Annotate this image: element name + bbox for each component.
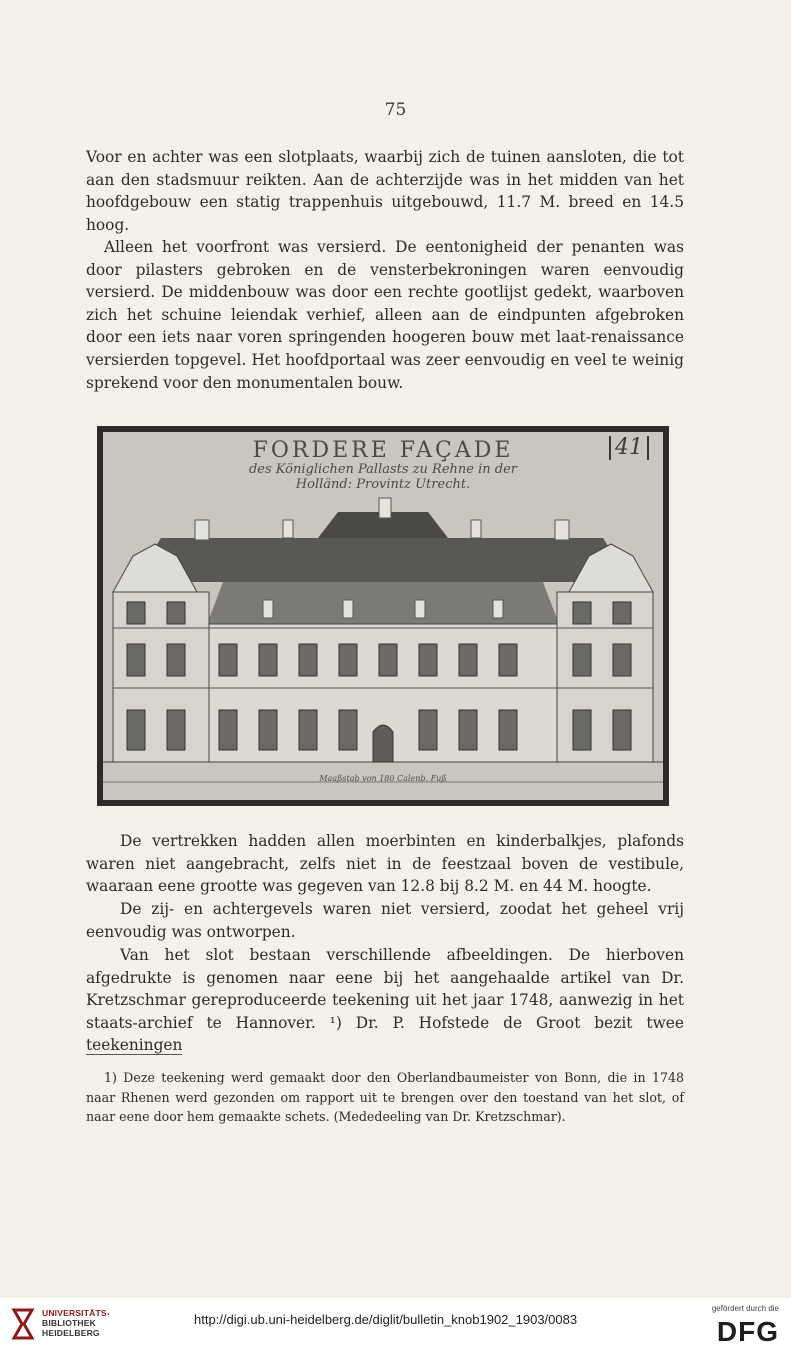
paragraph: Van het slot bestaan verschillende afbeeldingen. De hierboven afgedrukte is genomen naar eene bij het aangehaalde artikel van Dr. Kretzschmar gereproduceerde teekening uit het jaar 1748, aanwezig in het staats-archief te Hannover. ¹) Dr. P. Hofstede de Groot bezit twee teekeningen xyxy=(86,946,684,1055)
plate-number: 41 xyxy=(609,436,649,460)
university-library-logo-icon xyxy=(10,1306,36,1342)
paragraph: De zij- en achtergevels waren niet versierd, zoodat het geheel vrij eenvoudig was ontworpen. xyxy=(86,900,684,941)
footer-bar xyxy=(0,1298,791,1354)
library-name xyxy=(42,1308,110,1338)
library-name-line: HEIDELBERG xyxy=(42,1328,100,1338)
footnote-divider xyxy=(86,1054,182,1055)
footnote: 1) Deze teekening werd gemaakt door den Oberlandbaumeister von Bonn, die in 1748 naar Rhenen werd gezonden om rapport uit te brengen over den toestand van het slot, of naar eene door hem gemaakte schets. (Mededeeling van Dr. Kretzschmar). xyxy=(86,1070,684,1125)
facade-drawing xyxy=(103,432,663,800)
permalink[interactable]: http://digi.ub.uni-heidelberg.de/diglit/bulletin_knob1902_1903/0083 xyxy=(194,1312,578,1327)
library-name-line: UNIVERSITÄTS- xyxy=(42,1308,110,1318)
paragraph: Voor en achter was een slotplaats, waarbij zich de tuinen aansloten, die tot aan den stadsmuur reikten. Aan de achterzijde was in het midden van het hoofdgebouw een statig trappenhuis uitgebouwd, 11.7 M. breed en 14.5 hoog. xyxy=(86,148,684,234)
paragraph: De vertrekken hadden allen moerbinten en kinderbalkjes, plafonds waren niet aangebracht, zelfs niet in de feestzaal boven de vestibule, waaraan eene grootte was gegeven van 12.8 bij 8.2 M. en 44 M. hoogte. xyxy=(86,832,684,896)
sponsor-caption: gefördert durch die xyxy=(711,1304,779,1313)
library-name-line: BIBLIOTHEK xyxy=(42,1318,96,1328)
paragraph: Alleen het voorfront was versierd. De eentonigheid der penanten was door pilasters gebroken en de vensterbekroningen waren eenvoudig versierd. De middenbouw was door een rechte gootlijst gedekt, waarboven zich het schuine leiendak verhief, alleen aan de eindpunten afgebroken door een iets naar voren springenden hoogeren bouw met laat-renaissance versierden topgevel. Het hoofdportaal was zeer eenvoudig en veel te weinig sprekend voor den monumentalen bouw. xyxy=(86,238,684,392)
figure-subtitle: Holländ: Provintz Utrecht. xyxy=(295,477,471,492)
figure-title: FORDERE FAÇADE xyxy=(252,438,514,463)
scale-caption: Maaßstab von 180 Calenb. Fuß xyxy=(319,774,447,783)
figure-subtitle: des Königlichen Pallasts zu Rehne in der xyxy=(248,462,517,477)
dfg-logo: DFG xyxy=(716,1316,779,1347)
page-number: 75 xyxy=(384,100,407,120)
facade-illustration xyxy=(97,426,669,806)
